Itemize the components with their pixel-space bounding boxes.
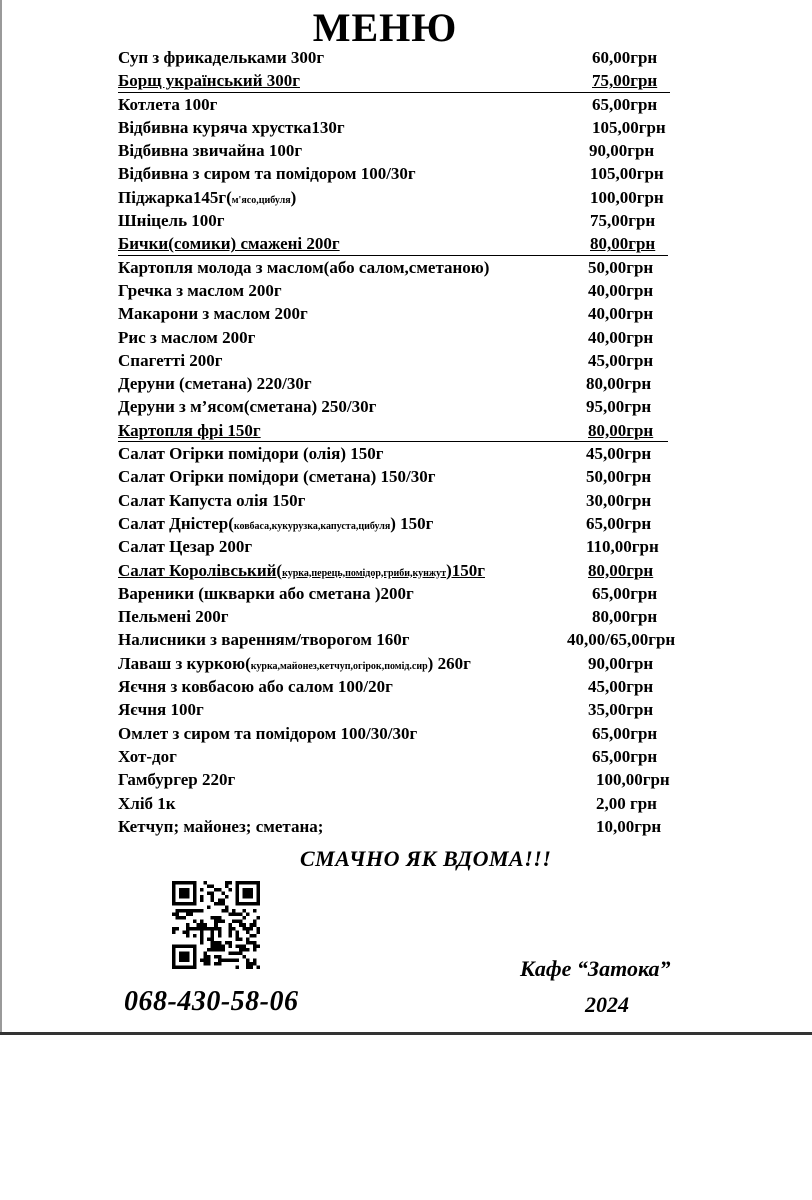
menu-item (0, 512, 812, 535)
menu-item-name: Кетчуп; майонез; сметана; (118, 816, 324, 836)
menu-item (0, 186, 812, 209)
menu-item-price: 65,00грн (592, 94, 658, 114)
menu-item-note: ковбаса,кукурузка,капуста,цибуля (233, 520, 391, 532)
menu-item-name: Вареники (шкварки або сметана )200г (118, 583, 414, 603)
cafe-name: Кафе “Затока” (520, 956, 671, 981)
menu-item (0, 372, 812, 395)
menu-item (0, 559, 812, 582)
menu-item-price: 65,00грн (592, 746, 658, 766)
menu-item (0, 675, 812, 698)
menu-item-name: Лаваш з куркою(курка,майонез,кетчуп,огірок,помід.сир) 260г (118, 653, 471, 673)
menu-item-price: 105,00грн (592, 117, 666, 137)
menu-item (0, 628, 812, 651)
menu-item (0, 652, 812, 675)
menu-item-name: Гамбургер 220г (118, 770, 236, 790)
menu-item (0, 745, 812, 768)
menu-item-name: Салат Дністер(ковбаса,кукурузка,капуста,цибуля) 150г (118, 513, 434, 533)
menu-item-name: Омлет з сиром та помідором 100/30/30г (118, 723, 418, 743)
menu-item-name: Гречка з маслом 200г (118, 280, 282, 300)
menu-item (0, 698, 812, 721)
menu-item-name: Спагетті 200г (118, 350, 223, 370)
menu-item-price: 2,00 грн (596, 793, 657, 813)
menu-item-name: Картопля фрі 150г (118, 420, 261, 440)
menu-item (0, 116, 812, 139)
menu-item-price: 95,00грн (586, 397, 652, 417)
menu-item-price: 80,00грн (590, 234, 656, 254)
year: 2024 (585, 992, 629, 1017)
menu-item-price: 60,00грн (592, 48, 658, 67)
menu-item-price: 35,00грн (588, 700, 654, 720)
menu-item-name: Картопля молода з маслом(або салом,сметаною) (118, 257, 490, 277)
menu-item-name: Хліб 1к (118, 793, 176, 813)
menu-item (0, 489, 812, 512)
menu-item-name: Салат Огірки помідори (олія) 150г (118, 444, 384, 464)
menu-item (0, 209, 812, 232)
menu-item (0, 605, 812, 628)
menu-item (0, 46, 812, 69)
qr-code-icon[interactable] (172, 881, 260, 969)
menu-item-price: 50,00грн (588, 257, 654, 277)
menu-item-price: 45,00грн (586, 444, 652, 464)
menu-item (0, 582, 812, 605)
section-divider (118, 92, 670, 93)
menu-item (0, 302, 812, 325)
menu-item-price: 40,00грн (588, 304, 654, 324)
menu-item (0, 395, 812, 418)
menu-item-price: 80,00грн (588, 420, 654, 440)
menu-item (0, 535, 812, 558)
menu-item-name: Котлета 100г (118, 94, 218, 114)
page-bottom-border (0, 1032, 812, 1035)
section-divider (118, 441, 668, 442)
menu-item-price: 80,00грн (586, 374, 652, 394)
menu-item (0, 419, 812, 442)
menu-item-name: Шніцель 100г (118, 211, 225, 231)
menu-item (0, 722, 812, 745)
menu-item (0, 768, 812, 791)
menu-item-name: Деруни (сметана) 220/30г (118, 374, 312, 394)
menu-item-price: 50,00грн (586, 467, 652, 487)
menu-item-price: 65,00грн (592, 583, 658, 603)
menu-item-price: 10,00грн (596, 816, 662, 836)
menu-item-name: Пельмені 200г (118, 607, 229, 627)
motto: СМАЧНО ЯК ВДОМА!!! (300, 846, 552, 871)
menu-item (0, 792, 812, 815)
menu-item (0, 232, 812, 255)
menu-item-name: Яєчня з ковбасою або салом 100/20г (118, 677, 393, 697)
menu-item-price: 90,00грн (588, 653, 654, 673)
section-divider (118, 255, 668, 256)
menu-item-price: 110,00грн (586, 537, 659, 557)
menu-item-price: 40,00/65,00грн (567, 630, 676, 650)
menu-item-note: курка,перець,помідор,гриби,кунжут (282, 567, 447, 579)
menu-item-price: 75,00грн (590, 211, 656, 231)
menu-item-price: 65,00грн (586, 513, 652, 533)
menu-item-price: 75,00грн (592, 71, 658, 91)
menu-item-price: 90,00грн (589, 141, 655, 161)
menu-item-price: 65,00грн (592, 723, 658, 743)
menu-item-price: 80,00грн (588, 560, 654, 580)
menu-item (0, 162, 812, 185)
menu-item (0, 349, 812, 372)
menu-item-name: Деруни з м’ясом(сметана) 250/30г (118, 397, 377, 417)
menu-item-name: Піджарка145г(м'ясо,цибуля) (118, 187, 297, 207)
menu-item (0, 69, 812, 92)
menu-item-note: курка,майонез,кетчуп,огірок,помід.сир (250, 660, 428, 672)
menu-item-name: Яєчня 100г (118, 700, 204, 720)
menu-title: МЕНЮ (312, 5, 458, 50)
menu-item-name: Борщ український 300г (118, 71, 300, 91)
menu-item (0, 465, 812, 488)
menu-item-name: Відбивна куряча хрустка130г (118, 117, 345, 137)
menu-item-name: Салат Огірки помідори (сметана) 150/30г (118, 467, 436, 487)
menu-item-price: 45,00грн (588, 677, 654, 697)
menu-items-list (0, 46, 812, 838)
menu-item-name: Хот-дог (118, 746, 177, 766)
menu-item-name: Салат Капуста олія 150г (118, 490, 306, 510)
menu-item (0, 326, 812, 349)
menu-item-name: Відбивна з сиром та помідором 100/30г (118, 164, 416, 184)
menu-item-name: Салат Цезар 200г (118, 537, 253, 557)
menu-item-name: Рис з маслом 200г (118, 327, 256, 347)
menu-item-name: Макарони з маслом 200г (118, 304, 308, 324)
menu-item (0, 279, 812, 302)
menu-item (0, 139, 812, 162)
menu-item-name: Відбивна звичайна 100г (118, 141, 303, 161)
menu-item-price: 105,00грн (590, 164, 664, 184)
menu-item-price: 45,00грн (588, 350, 654, 370)
menu-item-name: Бички(сомики) смажені 200г (118, 234, 340, 254)
menu-item-price: 40,00грн (588, 327, 654, 347)
menu-item-name: Салат Королівський(курка,перець,помідор,гриби,кунжут)150г (118, 560, 485, 580)
menu-item-price: 80,00грн (592, 607, 658, 627)
menu-item-price: 100,00грн (590, 187, 664, 207)
menu-item (0, 442, 812, 465)
menu-item (0, 815, 812, 838)
menu-item-name: Суп з фрикадельками 300г (118, 48, 325, 67)
menu-item-name: Налисники з варенням/творогом 160г (118, 630, 410, 650)
menu-item (0, 93, 812, 116)
menu-item-price: 40,00грн (588, 280, 654, 300)
menu-item (0, 256, 812, 279)
menu-item-price: 100,00грн (596, 770, 670, 790)
menu-item-note: м'ясо,цибуля (231, 194, 291, 206)
phone-number: 068-430-58-06 (124, 986, 299, 1017)
menu-item-price: 30,00грн (586, 490, 652, 510)
